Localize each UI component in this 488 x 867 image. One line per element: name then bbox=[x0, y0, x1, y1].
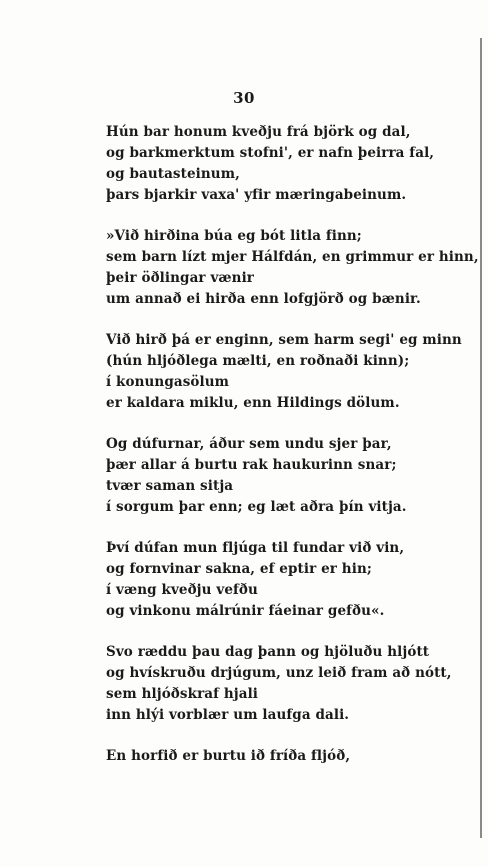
poem-line: sem barn lízt mjer Hálfdán, en grimmur er hinn, bbox=[106, 249, 479, 265]
poem-line: þars bjarkir vaxa' yfir mæringabeinum. bbox=[106, 187, 407, 203]
page-number: 30 bbox=[233, 89, 255, 107]
poem-line: inn hlýi vorblær um laufga dali. bbox=[106, 707, 350, 723]
poem-line: Því dúfan mun fljúga til fundar við vin, bbox=[106, 540, 405, 556]
poem-line: Við hirð þá er enginn, sem harm segi' eg minn bbox=[106, 332, 462, 348]
poem-line: tvær saman sitja bbox=[106, 478, 234, 494]
stanza-2 bbox=[106, 226, 479, 310]
poem-line: Svo ræddu þau dag þann og hjöluðu hljótt bbox=[106, 644, 430, 660]
poem-line: (hún hljóðlega mælti, en roðnaði kinn); bbox=[106, 353, 410, 369]
stanza-7 bbox=[106, 746, 466, 767]
poem-line: og barkmerktum stofni', er nafn þeirra fal, bbox=[106, 145, 435, 161]
poem-line: er kaldara miklu, enn Hildings dölum. bbox=[106, 395, 400, 411]
poem-line: Og dúfurnar, áður sem undu sjer þar, bbox=[106, 436, 392, 452]
poem-line: í sorgum þar enn; eg læt aðra þín vitja. bbox=[106, 499, 407, 515]
stanza-6 bbox=[106, 642, 466, 726]
stanza-3 bbox=[106, 330, 466, 414]
poem-line: »Við hirðina búa eg bót litla finn; bbox=[106, 228, 362, 244]
poem-line: þær allar á burtu rak haukurinn snar; bbox=[106, 457, 397, 473]
poem-line: En horfið er burtu ið fríða fljóð, bbox=[106, 748, 351, 764]
poem-line: sem hljóðskraf hjali bbox=[106, 686, 259, 702]
stanza-1 bbox=[106, 122, 466, 206]
poem-line: og fornvinar sakna, ef eptir er hin; bbox=[106, 561, 372, 577]
poem-line: í væng kveðju vefðu bbox=[106, 582, 258, 598]
poem-line: Hún bar honum kveðju frá björk og dal, bbox=[106, 124, 411, 140]
poem-body bbox=[106, 122, 479, 787]
poem-line: og vinkonu málrúnir fáeinar gefðu«. bbox=[106, 603, 385, 619]
poem-line: og bautasteinum, bbox=[106, 166, 240, 182]
page-edge-rule bbox=[480, 38, 482, 838]
poem-line: í konungasölum bbox=[106, 374, 230, 390]
poem-line: og hvískruðu drjúgum, unz leið fram að nótt, bbox=[106, 665, 452, 681]
stanza-4 bbox=[106, 434, 466, 518]
poem-line: þeir öðlingar vænir bbox=[106, 270, 255, 286]
poem-line: um annað ei hirða enn lofgjörð og bænir. bbox=[106, 291, 421, 307]
stanza-5 bbox=[106, 538, 466, 622]
